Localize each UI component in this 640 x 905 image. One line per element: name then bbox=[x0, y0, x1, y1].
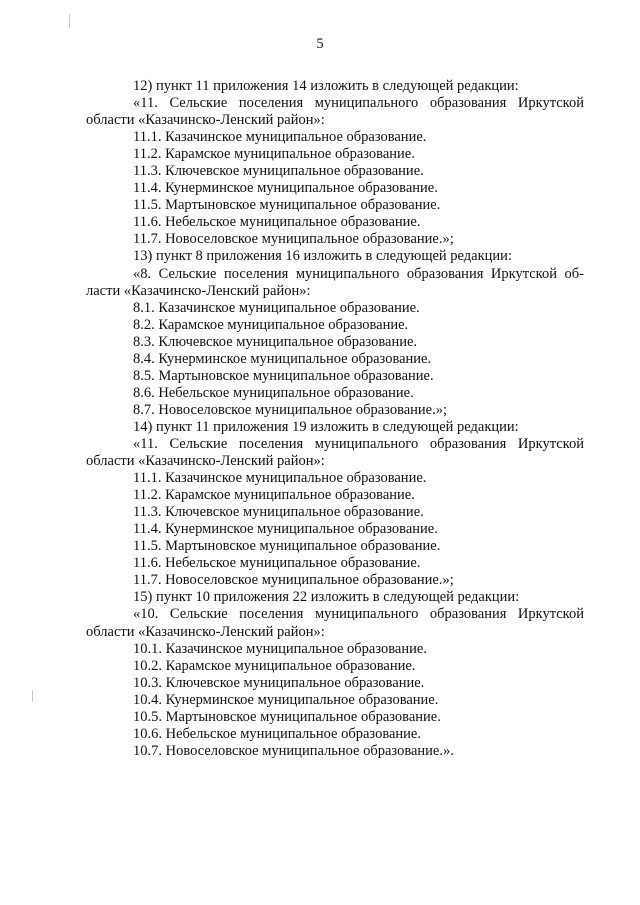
paragraph-line: 12) пункт 11 приложения 14 изложить в следующей редакции: bbox=[133, 78, 519, 94]
paragraph-line: 11.6. Небельское муниципальное образование. bbox=[133, 555, 421, 572]
paragraph-line: 13) пункт 8 приложения 16 изложить в следующей редакции: bbox=[133, 248, 512, 265]
paragraph-line: 11.1. Казачинское муниципальное образование. bbox=[133, 470, 427, 487]
paragraph-line: 10.2. Карамское муниципальное образование. bbox=[133, 657, 416, 674]
paragraph-line: «10. Сельские поселения муниципального образования Иркутской bbox=[133, 606, 584, 623]
paragraph-line: «11. Сельские поселения муниципального образования Иркутской bbox=[133, 95, 584, 112]
paragraph-line: 8.6. Небельское муниципальное образование. bbox=[133, 384, 414, 401]
scan-margin-mark-top bbox=[69, 14, 70, 28]
paragraph-line: области «Казачинско-Ленский район»: bbox=[86, 112, 325, 129]
paragraph-line: области «Казачинско-Ленский район»: bbox=[86, 453, 325, 470]
paragraph-line: 8.7. Новоселовское муниципальное образование.»; bbox=[133, 401, 448, 418]
paragraph-line: 11.2. Карамское муниципальное образование. bbox=[133, 146, 415, 163]
paragraph-line: 10.4. Кунерминское муниципальное образование. bbox=[133, 691, 439, 708]
paragraph-line: 11.7. Новоселовское муниципальное образование.»; bbox=[133, 572, 454, 589]
paragraph-line: области «Казачинско-Ленский район»: bbox=[86, 623, 325, 640]
paragraph-line: 8.4. Кунерминское муниципальное образование. bbox=[133, 350, 432, 367]
document-body bbox=[86, 78, 584, 760]
paragraph-line: 10.3. Ключевское муниципальное образование. bbox=[133, 674, 425, 691]
paragraph-line: 11.6. Небельское муниципальное образование. bbox=[133, 214, 421, 231]
page-number: 5 bbox=[316, 36, 324, 52]
paragraph-line: 11.3. Ключевское муниципальное образование. bbox=[133, 163, 424, 180]
paragraph-line: 11.4. Кунерминское муниципальное образование. bbox=[133, 180, 438, 197]
paragraph-line: 10.5. Мартыновское муниципальное образование. bbox=[133, 708, 441, 725]
paragraph-line: 8.1. Казачинское муниципальное образование. bbox=[133, 299, 420, 316]
paragraph-line: 11.7. Новоселовское муниципальное образование.»; bbox=[133, 231, 454, 248]
paragraph-line: 10.6. Небельское муниципальное образование. bbox=[133, 725, 421, 742]
paragraph-line: ласти «Казачинско-Ленский район»: bbox=[86, 282, 311, 299]
paragraph-line: 11.4. Кунерминское муниципальное образование. bbox=[133, 521, 438, 538]
paragraph-line: 11.2. Карамское муниципальное образование. bbox=[133, 487, 415, 504]
scan-margin-mark-bottom bbox=[32, 690, 33, 702]
paragraph-line: 8.3. Ключевское муниципальное образование. bbox=[133, 333, 418, 350]
paragraph-line: 10.7. Новоселовское муниципальное образование.». bbox=[133, 742, 454, 759]
paragraph-line: 10.1. Казачинское муниципальное образование. bbox=[133, 640, 427, 657]
paragraph-line: «11. Сельские поселения муниципального образования Иркутской bbox=[133, 435, 584, 452]
paragraph-line: 11.3. Ключевское муниципальное образование. bbox=[133, 504, 424, 521]
paragraph-line: «8. Сельские поселения муниципального образования Иркутской об- bbox=[133, 265, 584, 282]
paragraph-line: 8.5. Мартыновское муниципальное образование. bbox=[133, 367, 434, 384]
paragraph-line: 11.5. Мартыновское муниципальное образование. bbox=[133, 197, 441, 214]
paragraph-line: 14) пункт 11 приложения 19 изложить в следующей редакции: bbox=[133, 418, 519, 435]
paragraph-line: 8.2. Карамское муниципальное образование. bbox=[133, 316, 409, 333]
paragraph-line: 11.1. Казачинское муниципальное образование. bbox=[133, 129, 427, 146]
paragraph-line: 11.5. Мартыновское муниципальное образование. bbox=[133, 538, 441, 555]
paragraph-line: 15) пункт 10 приложения 22 изложить в следующей редакции: bbox=[133, 589, 520, 606]
